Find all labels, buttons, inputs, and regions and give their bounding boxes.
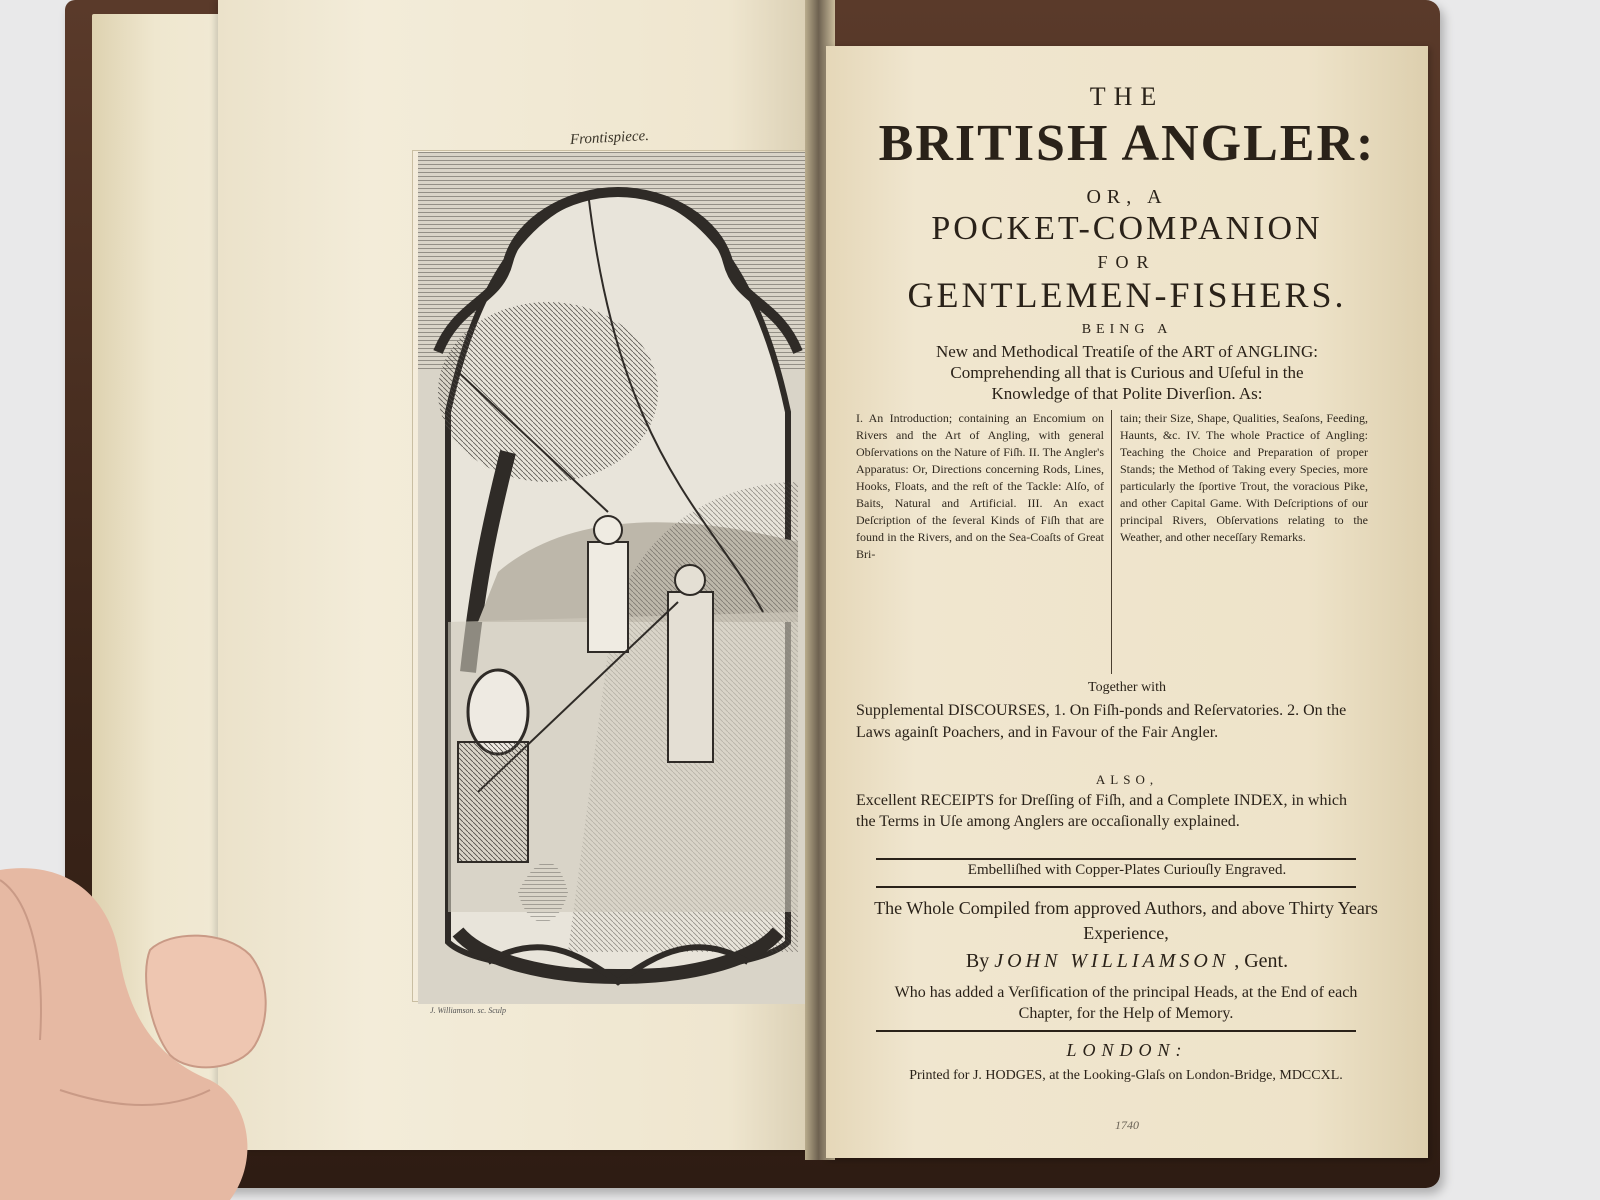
by-word: By: [965, 950, 990, 972]
title-line-comprehending: Comprehending all that is Curious and Uſeful in the: [950, 363, 1304, 382]
contents-left-column: I. An Introduction; containing an Encomium on Rivers and the Art of Angling, with general Obſervations on the Nature of Fiſh. II. The Angler's Apparatus: Or, Directions concerning Rods, Lines, Hooks, Floats, and the reſt of the Tackle: Alſo, of Baits, Natural and Artificial. III. An exact Deſcription of the ſeveral Kinds of Fiſh that are found in the Rivers, and on the Sea-Coaſts of Great Bri-: [856, 411, 1104, 561]
also-heading: ALSO,: [1095, 772, 1159, 787]
title-gentlemen-fishers: GENTLEMEN-FISHERS.: [907, 275, 1347, 315]
rule-line: [876, 858, 1356, 860]
whole-compiled: The Whole Compiled from approved Authors, and above Thirty Years Experience,: [874, 898, 1378, 943]
rule-line: [876, 886, 1356, 888]
frontispiece-label: Frontispiece.: [569, 127, 650, 149]
title-pocket-companion: POCKET-COMPANION: [931, 210, 1323, 247]
title-the: THE: [1089, 82, 1165, 111]
title-line-treatise: New and Methodical Treatiſe of the ART of ANGLING:: [935, 342, 1319, 361]
receipts-text: Excellent RECEIPTS for Dreſſing of Fiſh, and a Complete INDEX, in which the Terms in Uſe among Anglers are occaſionally explained.: [856, 792, 1348, 830]
together-with: Together with: [1088, 680, 1166, 695]
title-main: BRITISH ANGLER:: [878, 115, 1376, 172]
engraver-credit: J. Williamson. sc. Sculp: [430, 1006, 506, 1015]
embellished-line: Embelliſhed with Copper-Plates Curiouſly Engraved.: [967, 862, 1287, 878]
contents-right-column: tain; their Size, Shape, Qualities, Seaſons, Feeding, Haunts, &c. IV. The whole Practice of Angling: Teaching the Choice and Preparation of proper Stands; the Method of Taking every Species, more particularly the ſportive Trout, the voracious Pike, and other Capital Game. With Deſcriptions of our principal Rivers, Obſervations relating to the Weather, and other neceſſary Remarks.: [1120, 411, 1368, 544]
column-divider: [1111, 410, 1112, 674]
rule-line: [876, 1030, 1356, 1032]
imprint-printer: Printed for J. HODGES, at the Looking-Glaſs on London-Bridge, MDCCXL.: [909, 1068, 1343, 1083]
imprint-city: LONDON:: [1066, 1040, 1188, 1060]
versification-note: Who has added a Verſification of the principal Heads, at the End of each Chapter, for the Help of Memory.: [894, 984, 1358, 1022]
holding-hand: [0, 0, 300, 1200]
frontispiece-engraving: [418, 152, 816, 1004]
supplemental-discourses: Supplemental DISCOURSES, 1. On Fiſh-ponds and Reſervatories. 2. On the Laws againſt Poachers, and in Favour of the Fair Angler.: [856, 702, 1347, 741]
pencil-date: 1740: [1115, 1118, 1139, 1132]
contents-columns: [856, 410, 1366, 674]
title-page: [826, 46, 1428, 1158]
author-name: JOHN WILLIAMSON: [994, 950, 1230, 972]
author-line: [826, 950, 1428, 973]
author-suffix: , Gent.: [1234, 950, 1289, 972]
title-line-knowledge: Knowledge of that Polite Diverſion. As:: [991, 384, 1263, 403]
title-being-a: BEING A: [1081, 322, 1173, 337]
title-or-a: OR, A: [1086, 186, 1168, 208]
title-for: FOR: [1097, 252, 1157, 272]
